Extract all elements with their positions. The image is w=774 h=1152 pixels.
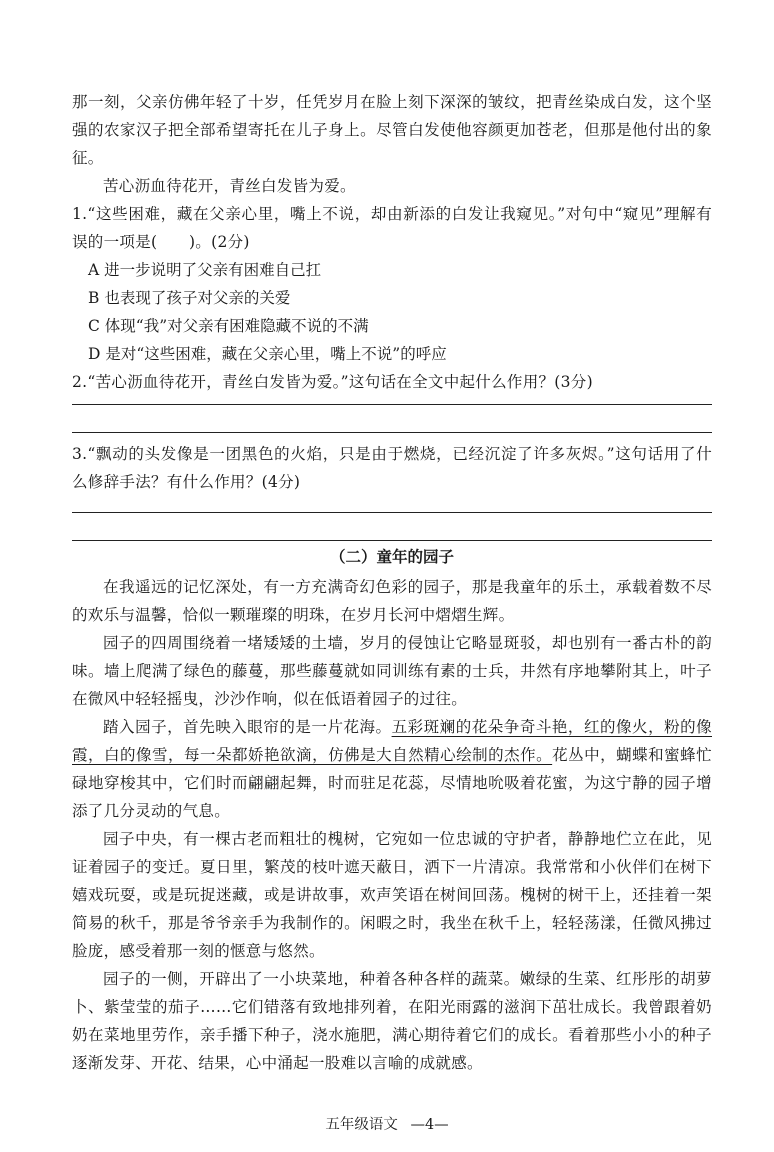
answer-line[interactable]	[72, 404, 712, 405]
page-number: —4—	[410, 1117, 449, 1133]
question-2-stem: 2.“苦心沥血待花开，青丝白发皆为爱。”这句话在全文中起什么作用？(3分)	[72, 373, 593, 391]
passage-paragraph: 苦心沥血待花开，青丝白发皆为爱。	[103, 177, 356, 195]
paragraph-text: 花丛中，蝴蝶和蜜蜂忙碌地穿梭其中，它们时而翩翩起舞，时而驻足花蕊，尽情地吮吸着花蜜，为这宁静的园子增添了几分灵动的气息。	[72, 746, 712, 820]
passage-paragraph: 园子的四周围绕着一堵矮矮的土墙，岁月的侵蚀让它略显斑驳，却也别有一番古朴的韵味。墙上爬满了绿色的藤蔓，那些藤蔓就如同训练有素的士兵，井然有序地攀附其上，叶子在微风中轻轻摇曳，沙沙作响，似在低语着园子的过往。	[72, 634, 712, 708]
passage-paragraph: 园子的一侧，开辟出了一小块菜地，种着各种各样的蔬菜。嫩绿的生菜、红彤彤的胡萝卜、紫莹莹的茄子……它们错落有致地排列着，在阳光雨露的滋润下茁壮成长。我曾跟着奶奶在菜地里劳作，亲手播下种子，浇水施肥，满心期待着它们的成长。看着那些小小的种子逐渐发芽、开花、结果，心中涌起一股难以言喻的成就感。	[72, 970, 712, 1072]
question-1-option-c[interactable]: C 体现“我”对父亲有困难隐藏不说的不满	[88, 317, 369, 335]
underlined-sentence: 五彩斑斓的花朵争奇斗艳，红的像火，粉的像霞，白的像雪，每一朵都娇艳欲滴，仿佛是大自然精心绘制的杰作。	[72, 718, 712, 764]
answer-line[interactable]	[72, 540, 712, 541]
paragraph-text: 踏入园子，首先映入眼帘的是一片花海。	[103, 718, 392, 736]
question-3-stem: 3.“飘动的头发像是一团黑色的火焰，只是由于燃烧，已经沉淀了许多灰烬。”这句话用了什么修辞手法？有什么作用？(4分)	[72, 445, 712, 491]
question-1-option-b[interactable]: B 也表现了孩子对父亲的关爱	[88, 289, 291, 307]
answer-line[interactable]	[72, 512, 712, 513]
question-1-stem: 1.“这些困难，藏在父亲心里，嘴上不说，却由新添的白发让我窥见。”对句中“窥见”理解有误的一项是( )。(2分)	[72, 205, 712, 251]
passage-paragraph: 在我遥远的记忆深处，有一方充满奇幻色彩的园子，那是我童年的乐土，承载着数不尽的欢乐与温馨，恰似一颗璀璨的明珠，在岁月长河中熠熠生辉。	[72, 578, 712, 624]
question-1-option-d[interactable]: D 是对“这些困难，藏在父亲心里，嘴上不说”的呼应	[88, 345, 447, 363]
passage-paragraph	[72, 713, 712, 825]
passage-paragraph: 园子中央，有一棵古老而粗壮的槐树，它宛如一位忠诚的守护者，静静地伫立在此，见证着园子的变迁。夏日里，繁茂的枝叶遮天蔽日，洒下一片清凉。我常常和小伙伴们在树下嬉戏玩耍，或是玩捉迷藏，或是讲故事，欢声笑语在树间回荡。槐树的树干上，还挂着一架简易的秋千，那是爷爷亲手为我制作的。闲暇之时，我坐在秋千上，轻轻荡漾，任微风拂过脸庞，感受着那一刻的惬意与悠然。	[72, 830, 712, 960]
page-footer	[0, 1115, 774, 1135]
answer-line[interactable]	[72, 432, 712, 433]
question-1-option-a[interactable]: A 进一步说明了父亲有困难自己扛	[88, 261, 322, 279]
footer-subject: 五年级语文	[325, 1117, 398, 1133]
passage-title: （二）童年的园子	[329, 547, 454, 566]
passage-paragraph: 那一刻，父亲仿佛年轻了十岁，任凭岁月在脸上刻下深深的皱纹，把青丝染成白发，这个坚强的农家汉子把全部希望寄托在儿子身上。尽管白发使他容颜更加苍老，但那是他付出的象征。	[72, 93, 712, 167]
